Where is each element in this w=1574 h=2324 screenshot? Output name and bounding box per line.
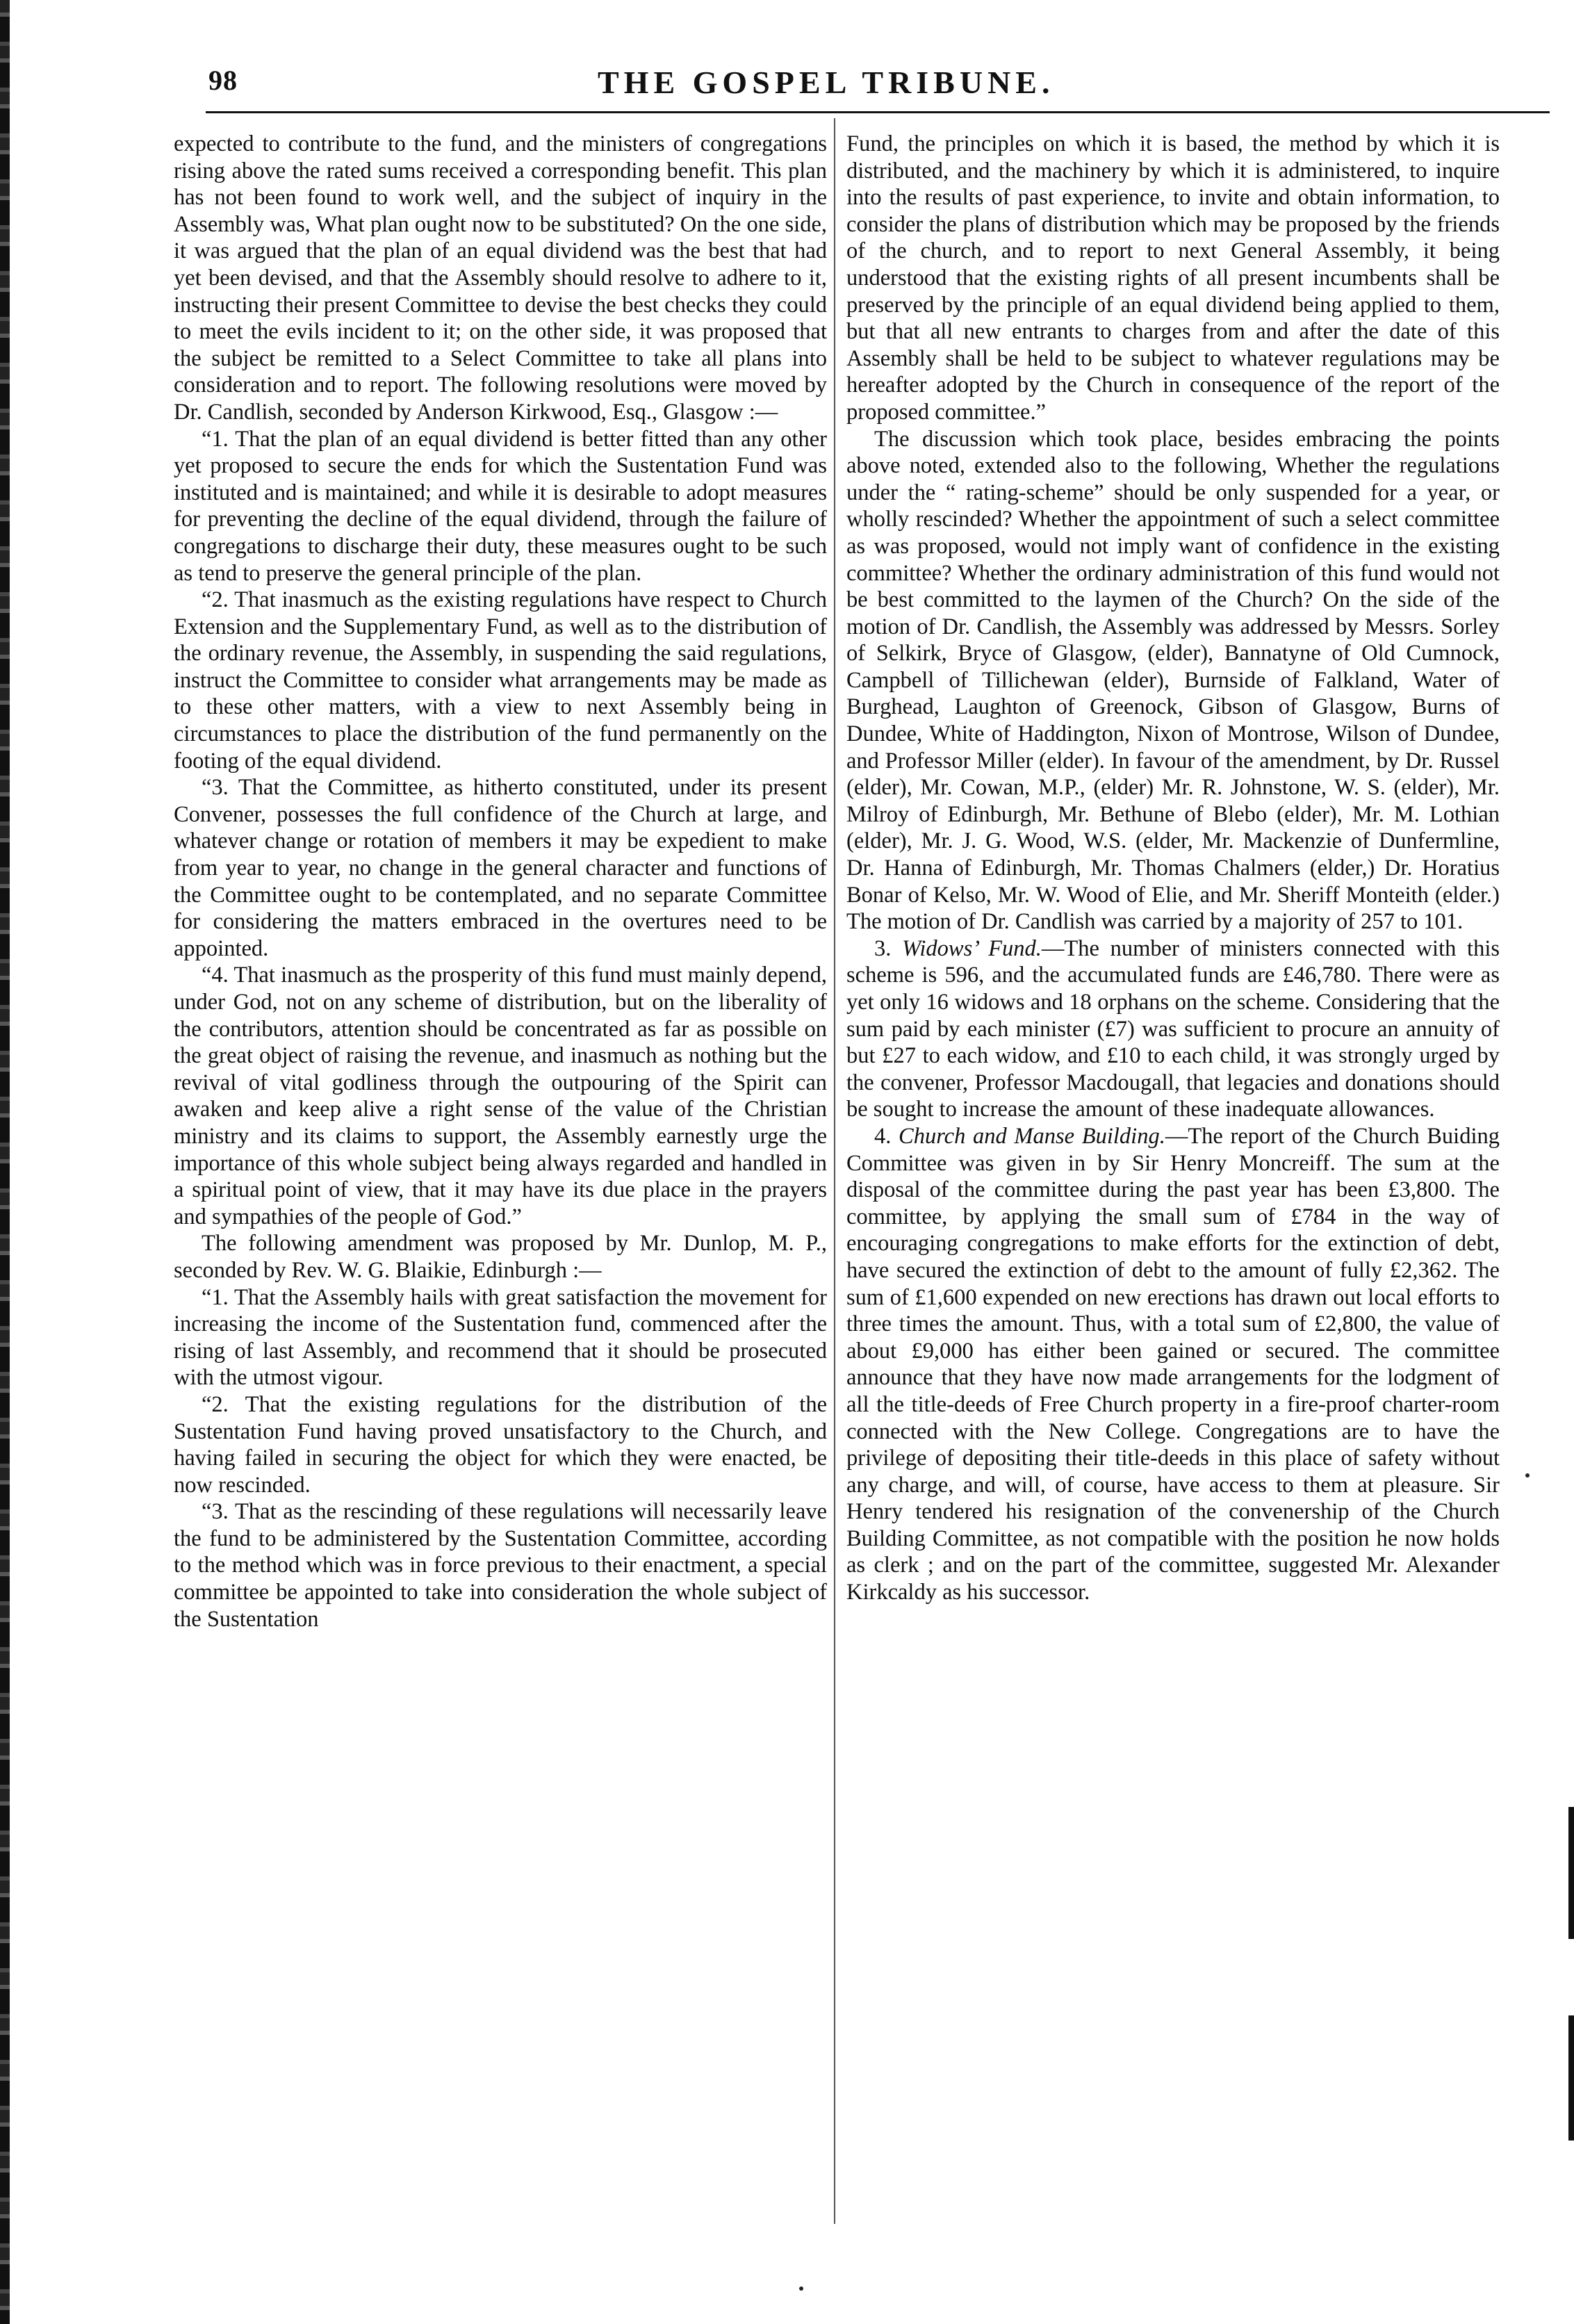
running-title: THE GOSPEL TRIBUNE.	[598, 65, 1055, 100]
section-heading: Church and Manse Building.	[899, 1123, 1165, 1149]
paragraph: The discussion which took place, besides embracing the points above noted, extended also to the following, Whether the regulations under the “ rating-scheme” should be only suspended for a year, or wholly rescinded? Whether the appointment of such a select committee as was proposed, would not imply want of confidence in the existing committee? Whether the ordinary administration of this fund would not be best committed to the laymen of the Church? On the side of the motion of Dr. Candlish, the Assembly was addressed by Messrs. Sorley of Selkirk, Bryce of Glasgow, (elder), Bannatyne of Old Cumnock, Campbell of Tillichewan (elder), Burnside of Falkland, Water of Burghead, Laughton of Greenock, Gibson of Glasgow, Burns of Dundee, White of Haddington, Nixon of Montrose, Wilson of Dundee, and Professor Miller (elder). In favour of the amendment, by Dr. Russel (elder), Mr. Cowan, M.P., (elder) Mr. R. Johnstone, W. S. (elder), Mr. Milroy of Edinburgh, Mr. Bethune of Blebo (elder), Mr. M. Lothian (elder), Mr. J. G. Wood, W.S. (elder, Mr. Mackenzie of Dunfermline, Dr. Hanna of Edinburgh, Mr. Thomas Chalmers (elder,) Dr. Horatius Bonar of Kelso, Mr. W. Wood of Elie, and Mr. Sheriff Monteith (elder.) The motion of Dr. Candlish was carried by a majority of 257 to 101.	[846, 426, 1500, 935]
left-column	[174, 131, 827, 1632]
resolution-paragraph: “4. That inasmuch as the prosperity of this fund must mainly depend, under God, not on any scheme of distribution, but on the liberality of the contributors, attention should be concentrated as far as possible on the great object of raising the revenue, and inasmuch as nothing but the revival of vital godliness through the outpouring of the Spirit can awaken and keep alive a right sense of the value of the Christian ministry and its claims to support, the Assembly earnestly urge the importance of this whole subject being always regarded and handled in a spiritual point of view, that it may have its due place in the prayers and sympathies of the people of God.”	[174, 963, 827, 1229]
section-heading: Widows’ Fund.	[902, 935, 1042, 961]
scan-margin-mark	[1568, 1807, 1574, 1939]
resolution-paragraph: “1. That the plan of an equal dividend is better fitted than any other yet proposed to secure the ends for which the Sustentation Fund was instituted and is maintained; and while it is desirable to adopt measures for preventing the decline of the equal dividend, through the failure of congregations to discharge their duty, these measures ought to be such as tend to preserve the general principle of the plan.	[174, 426, 827, 586]
resolution-paragraph: “3. That the Committee, as hitherto constituted, under its present Convener, possesses the full confidence of the Church at large, and whatever change or rotation of members it may be expedient to make from year to year, no change in the general character and functions of the Committee ought to be contemplated, and no separate Committee for considering the matters embraced in the overtures need to be appointed.	[174, 775, 827, 961]
paragraph: The following amendment was proposed by Mr. Dunlop, M. P., seconded by Rev. W. G. Blaikie, Edinburgh :—	[174, 1231, 827, 1283]
right-column	[846, 131, 1500, 1606]
scan-margin-mark	[1568, 2015, 1574, 2141]
header-rule	[206, 111, 1550, 113]
section-text: —The report of the Church Buiding Committee was given in by Sir Henry Moncreiff. The sum at the disposal of the committee during the past year has been £3,800. The committee, by applying the small sum of £784 in the way of encouraging congregations to make efforts for the extinction of debt, have secured the extinction of debt to the amount of fully £2,362. The sum of £1,600 expended on new erections has drawn out local efforts to three times the amount. Thus, with a total sum of £2,800, the value of about £9,000 has either been gained or secured. The committee announce that they have now made arrangements for the lodgment of all the title-deeds of Free Church property in a fire-proof charter-room connected with the New College. Congregations are to have the privilege of depositing their title-deeds in this place of safety without any charge, and will, of course, have access to them at pleasure. Sir Henry tendered his resignation of the convenership of the Church Building Committee, as not compatible with the position he now holds as clerk ; and on the part of the committee, suggested Mr. Alexander Kirkcaldy as his successor.	[846, 1123, 1500, 1605]
scan-speck	[799, 2286, 803, 2291]
section-text: —The number of ministers connected with this scheme is 596, and the accumulated funds are £46,780. There were as yet only 16 widows and 18 orphans on the scheme. Considering that the sum paid by each minister (£7) was sufficient to procure an annuity of but £27 to each widow, and £10 to each child, it was strongly urged by the convener, Professor Macdougall, that legacies and donations should be sought to increase the amount of these inadequate allowances.	[846, 935, 1500, 1122]
paragraph: Fund, the principles on which it is based, the method by which it is distributed, and the machinery by which it is administered, to inquire into the results of past experience, to invite and obtain information, to consider the plans of distribution which may be proposed by the friends of the church, and to report to next General Assembly, it being understood that the existing rights of all present incumbents shall be preserved by the principle of an equal dividend being applied to them, but that all new entrants to charges from and after the date of this Assembly shall be held to be subject to whatever regulations may be hereafter adopted by the Church in consequence of the report of the proposed committee.”	[846, 131, 1500, 425]
scan-binding-edge	[0, 0, 10, 2324]
column-divider	[834, 118, 835, 2224]
resolution-paragraph: “2. That the existing regulations for the distribution of the Sustentation Fund having proved unsatisfactory to the Church, and having failed in securing the object for which they were enacted, be now rescinded.	[174, 1391, 827, 1498]
resolution-paragraph: “1. That the Assembly hails with great satisfaction the movement for increasing the income of the Sustentation fund, commenced after the rising of last Assembly, and recommend that it should be prosecuted with the utmost vigour.	[174, 1284, 827, 1391]
paragraph: expected to contribute to the fund, and the ministers of congregations rising above the rated sums received a corresponding benefit. This plan has not been found to work well, and the subject of inquiry in the Assembly was, What plan ought now to be substituted? On the one side, it was argued that the plan of an equal dividend was the best that had yet been devised, and that the Assembly should resolve to adhere to it, instructing their present Committee to devise the best checks they could to meet the evils incident to it; on the other side, it was proposed that the subject be remitted to a Select Committee to take all plans into consideration and to report. The following resolutions were moved by Dr. Candlish, seconded by Anderson Kirkwood, Esq., Glasgow :—	[174, 131, 827, 425]
section-paragraph: 3. Widows’ Fund.—The number of ministers connected with this scheme is 596, and the accumulated funds are £46,780. There were as yet only 16 widows and 18 orphans on the scheme. Considering that the sum paid by each minister (£7) was sufficient to procure an annuity of but £27 to each widow, and £10 to each child, it was strongly urged by the convener, Professor Macdougall, that legacies and donations should be sought to increase the amount of these inadequate allowances.	[846, 935, 1500, 1122]
page-number: 98	[208, 65, 238, 96]
section-paragraph: 4. Church and Manse Building.—The report of the Church Buiding Committee was given in by Sir Henry Moncreiff. The sum at the disposal of the committee during the past year has been £3,800. The committee, by applying the small sum of £784 in the way of encouraging congregations to make efforts for the extinction of debt, have secured the extinction of debt to the amount of fully £2,362. The sum of £1,600 expended on new erections has drawn out local efforts to three times the amount. Thus, with a total sum of £2,800, the value of about £9,000 has either been gained or secured. The committee announce that they have now made arrangements for the lodgment of all the title-deeds of Free Church property in a fire-proof charter-room connected with the New College. Congregations are to have the privilege of depositing their title-deeds in this place of safety without any charge, and will, of course, have access to them at pleasure. Sir Henry tendered his resignation of the convenership of the Church Building Committee, as not compatible with the position he now holds as clerk ; and on the part of the committee, suggested Mr. Alexander Kirkcaldy as his successor.	[846, 1123, 1500, 1605]
resolution-paragraph: “3. That as the rescinding of these regulations will necessarily leave the fund to be administered by the Sustentation Committee, according to the method which was in force previous to their enactment, a special committee be appointed to take into consideration the whole subject of the Sustentation	[174, 1499, 827, 1632]
scan-speck	[1525, 1473, 1530, 1478]
resolution-paragraph: “2. That inasmuch as the existing regulations have respect to Church Extension and the Supplementary Fund, as well as to the distribution of the ordinary revenue, the Assembly, in suspending the said regulations, instruct the Committee to consider what arrangements may be made as to these other matters, with a view to next Assembly being in circumstances to place the distribution of the fund permanently on the footing of the equal dividend.	[174, 587, 827, 774]
page-header	[208, 64, 1543, 106]
